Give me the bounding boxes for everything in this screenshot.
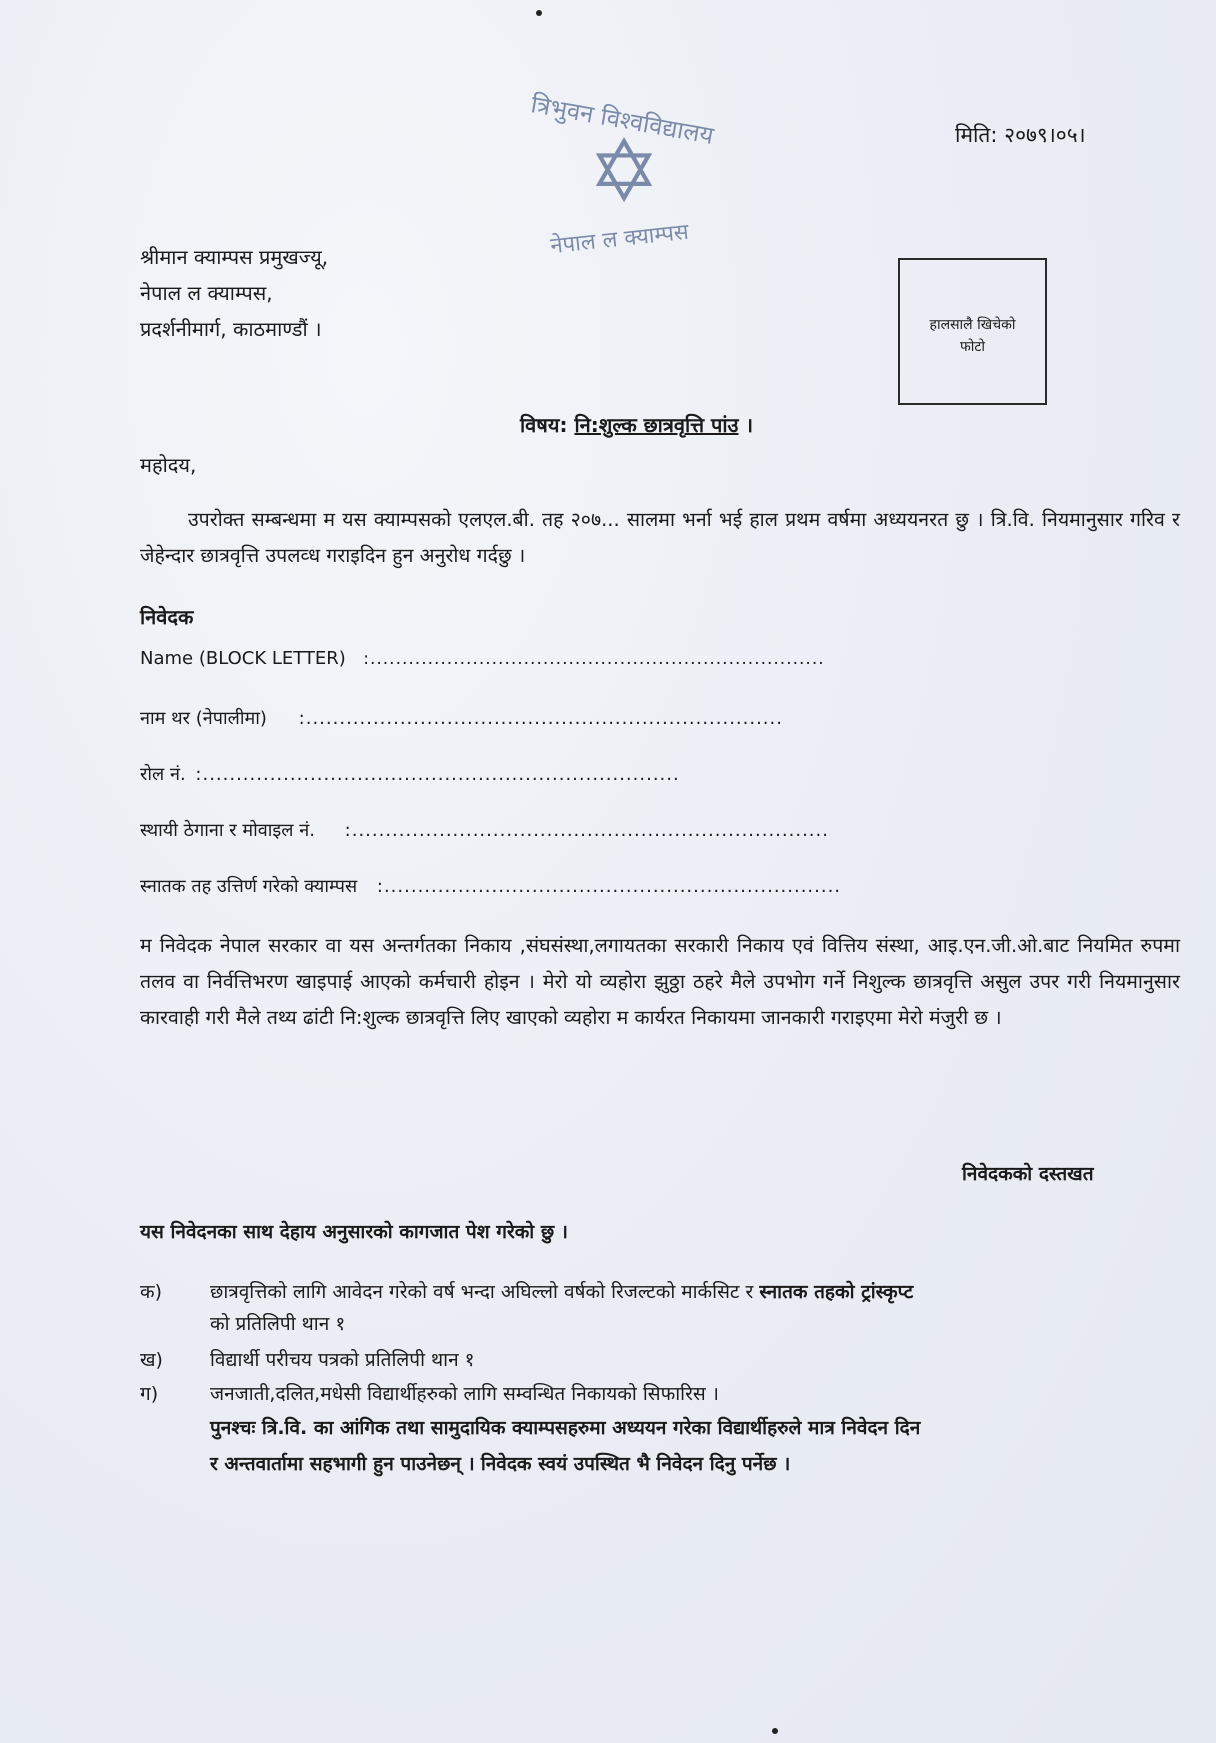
field-label: स्नातक तह उत्तिर्ण गरेको क्याम्पस [140, 876, 358, 897]
scan-speck [772, 1728, 778, 1734]
field-name-nepali [140, 706, 783, 730]
graduate-campus-input[interactable]: :.................................................................... [376, 876, 842, 897]
address-mobile-input[interactable]: :....................................................................... [344, 820, 829, 841]
document-item-text: जनजाती,दलित,मधेसी विद्यार्थीहरुको लागि सम्वन्धित निकायको सिफारिस । [210, 1383, 719, 1405]
request-paragraph: उपरोक्त सम्बन्धमा म यस क्याम्पसको एलएल.बी. तह २०७... सालमा भर्ना भई हाल प्रथम वर्षमा अध्ययनरत छु । त्रि.वि. नियमानुसार गरिव र जेहेन्दार छात्रवृत्ति उपलव्ध गराइदिन हुन अनुरोध गर्दछु । [140, 508, 1180, 567]
postscript-line-1: पुनश्चः त्रि.वि. का आंगिक तथा सामुदायिक क्याम्पसहरुमा अध्ययन गरेका विद्यार्थीहरुले मात्र निवेदन दिन [210, 1417, 921, 1439]
field-name-block-letter [140, 648, 825, 669]
roll-number-input[interactable]: :....................................................................... [195, 764, 680, 785]
star-emblem-icon: ✡ [588, 122, 661, 222]
list-marker: ख) [140, 1349, 163, 1371]
postscript-line-2 [210, 1450, 790, 1476]
document-item-bold-text: स्नातक तहको ट्रांस्कृप्ट [759, 1281, 914, 1303]
salutation: महोदय, [140, 453, 197, 477]
list-marker: क) [140, 1281, 163, 1303]
photo-placeholder-box [898, 258, 1047, 405]
postscript-text: र अन्तवार्तामा सहभागी हुन पाउनेछन् । [210, 1453, 475, 1475]
document-item-ka-line2: को प्रतिलिपी थान १ [210, 1313, 346, 1335]
subject-text: नि:शुल्क छात्रवृत्ति पांउ [574, 413, 739, 437]
field-label: Name (BLOCK LETTER) [140, 648, 346, 669]
field-label: स्थायी ठेगाना र मोवाइल नं. [140, 820, 315, 841]
subject-prefix: विषय: [520, 413, 568, 437]
document-item-text: छात्रवृत्तिको लागि आवेदन गरेको वर्ष भन्दा अघिल्लो वर्षको रिजल्टको मार्कसिट र [210, 1281, 760, 1303]
photo-caption-line-1: हालसालै खिचेको [929, 317, 1016, 333]
field-roll-number [140, 762, 680, 786]
declaration-paragraph: म निवेदक नेपाल सरकार वा यस अन्तर्गतका निकाय ,संघसंस्था,लगायतका सरकारी निकाय एवं वित्तिय संस्था, आइ.एन.जी.ओ.बाट नियमित रुपमा तलव वा निर्वत्तिभरण खाइपाई आएको कर्मचारी होइन । मेरो यो व्यहोरा झुठ्ठा ठहरे मैले उपभोग गर्ने निशुल्क छात्रवृत्ति असुल उपर गरी नियमानुसार कारवाही गरी मैले तथ्य ढांटी नि:शुल्क छात्रवृत्ति लिए खाएको व्यहोरा म कार्यरत निकायमा जानकारी गराइएमा मेरो मंजुरी छ । [140, 934, 1180, 1029]
name-block-letter-input[interactable]: :....................................................................... [363, 649, 825, 669]
name-nepali-input[interactable]: :....................................................................... [298, 708, 783, 729]
applicant-heading: निवेदक [140, 605, 194, 629]
document-item-text: विद्यार्थी परीचय पत्रको प्रतिलिपी थान १ [210, 1349, 475, 1371]
university-seal [520, 90, 740, 265]
field-graduate-campus [140, 874, 841, 898]
list-marker: ग) [140, 1383, 159, 1405]
addressee-line-1: श्रीमान क्याम्पस प्रमुखज्यू, [140, 245, 329, 269]
seal-top-text: त्रिभुवन विश्वविद्यालय [528, 90, 716, 150]
subject-suffix: । [745, 413, 754, 437]
seal-bottom-text: नेपाल ल क्याम्पस [549, 219, 690, 260]
photo-caption-line-2: फोटो [959, 339, 986, 356]
documents-heading: यस निवेदनका साथ देहाय अनुसारको कागजात पेश गरेको छु । [140, 1221, 568, 1243]
document-item-ka [140, 1278, 1200, 1304]
postscript-emphasis: निवेदक स्वयं उपस्थित भै निवेदन दिनु पर्नेछ । [480, 1453, 791, 1475]
document-item-kha [140, 1346, 475, 1372]
scan-speck [536, 10, 542, 16]
applicant-signature-label: निवेदकको दस्तखत [962, 1163, 1094, 1185]
field-address-mobile [140, 818, 829, 842]
date-field: मिति: २०७९।०५। [955, 123, 1086, 147]
subject-line [520, 412, 753, 438]
field-label: रोल नं. [140, 764, 186, 785]
field-label: नाम थर (नेपालीमा) [140, 708, 267, 729]
addressee-line-3: प्रदर्शनीमार्ग, काठमाण्डौं । [140, 317, 322, 341]
document-item-ga [140, 1380, 719, 1406]
addressee-line-2: नेपाल ल क्याम्पस, [140, 281, 273, 305]
